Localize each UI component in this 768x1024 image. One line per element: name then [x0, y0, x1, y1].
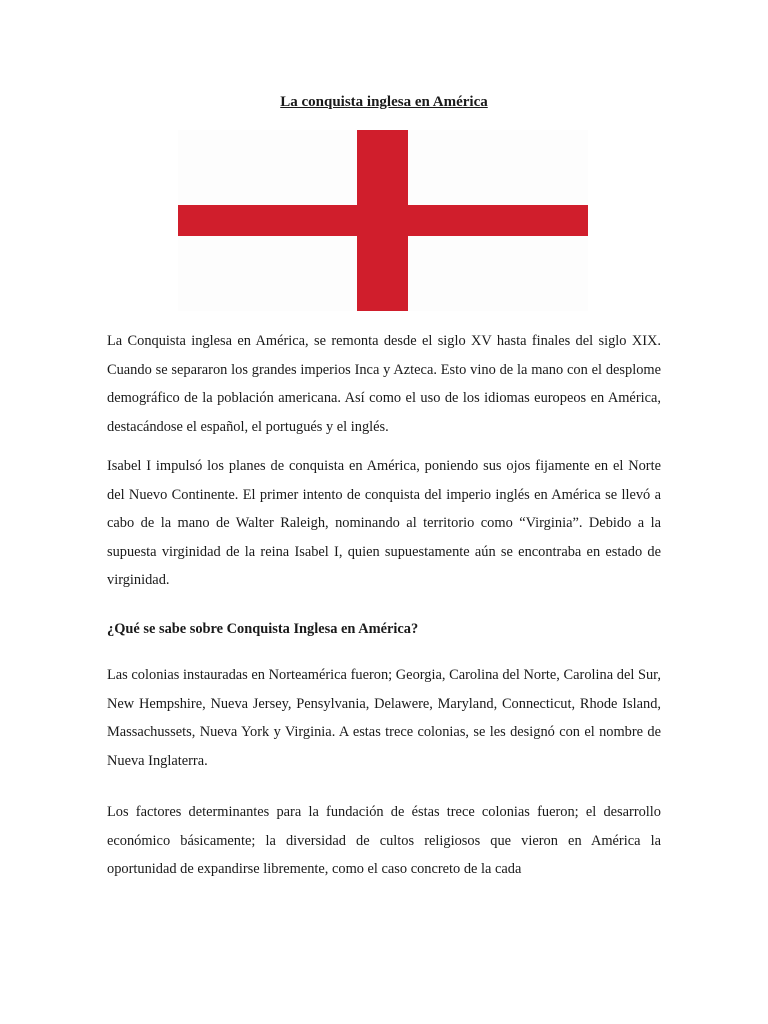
factors-paragraph: Los factores determinantes para la fundación de éstas trece colonias fueron; el desarrollo económico básicamente; la diversidad de cultos religiosos que vieron en América la oportunidad de expandirse libremente, como el caso concreto de la cada	[107, 804, 661, 878]
section-heading: ¿Qué se sabe sobre Conquista Inglesa en América?	[107, 621, 419, 637]
isabel-paragraph: Isabel I impulsó los planes de conquista en América, poniendo sus ojos fijamente en el Norte del Nuevo Continente. El primer intento de conquista del imperio inglés en América se llevó a cabo de la mano de Walter Raleigh, nominando al territorio como “Virginia”. Debido a la supuesta virginidad de la reina Isabel I, quien supuestamente aún se encontraba en estado de virginidad.	[107, 458, 661, 589]
flag-cross-horizontal	[178, 205, 588, 236]
colonies-paragraph: Las colonias instauradas en Norteamérica fueron; Georgia, Carolina del Norte, Carolina del Sur, New Hempshire, Nueva Jersey, Pensylvania, Delawere, Maryland, Connecticut, Rhode Island, Massachussets, Nueva York y Virginia. A estas trece colonias, se les designó con el nombre de Nueva Inglaterra.	[107, 667, 661, 769]
england-flag-image	[178, 130, 588, 311]
intro-paragraph: La Conquista inglesa en América, se remonta desde el siglo XV hasta finales del siglo XIX. Cuando se separaron los grandes imperios Inca y Azteca. Esto vino de la mano con el desplome demográfico de la población americana. Así como el uso de los idiomas europeos en América, destacándose el español, el portugués y el inglés.	[107, 333, 661, 435]
document-title: La conquista inglesa en América	[280, 94, 488, 110]
